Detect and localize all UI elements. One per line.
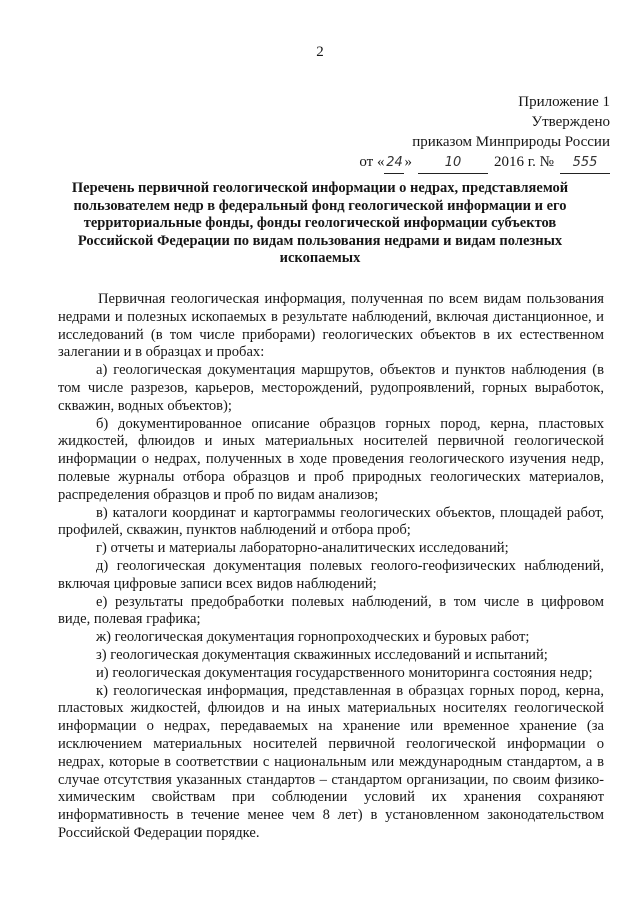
list-item: д) геологическая документация полевых геолого-геофизических наблюдений, включая цифровые записи всех видов наблюдений; xyxy=(58,557,604,592)
order-label: приказом Минприроды России xyxy=(412,134,610,150)
order-day: 24 xyxy=(384,153,404,174)
order-number: 555 xyxy=(560,153,610,174)
list-item: ж) геологическая документация горнопроходческих и буровых работ; xyxy=(96,629,530,646)
order-month: 10 xyxy=(418,153,488,174)
list-item: з) геологическая документация скважинных исследований и испытаний; xyxy=(96,646,548,663)
date-mid: » xyxy=(404,154,412,170)
list-item: е) результаты предобработки полевых наблюдений, в том числе в цифровом виде, полевая графика; xyxy=(58,593,604,628)
approval-block xyxy=(290,92,610,174)
order-year: 2016 г. № xyxy=(493,154,554,170)
page-number: 2 xyxy=(316,44,324,60)
list-item: в) каталоги координат и картограммы геологических объектов, площадей работ, профилей, скважин, пунктов наблюдений и отбора проб; xyxy=(58,504,604,539)
list-item: и) геологическая документация государственного мониторинга состояния недр; xyxy=(96,664,593,681)
appendix-label: Приложение 1 xyxy=(518,94,610,110)
document-title: Перечень первичной геологической информации о недрах, представляемой пользователем недр в федеральный фонд геологической информации и его территориальные фонды, фонды геологической информации субъектов Российской Федерации по видам пользования недрами и видам полезных ископаемых xyxy=(71,180,569,266)
order-date-line xyxy=(290,152,610,174)
document-body xyxy=(58,291,604,843)
list-item: к) геологическая информация, представленная в образцах горных пород, керна, пластовых жидкостей, флюидов и на иных материальных носителях геологической информации о недрах, передаваемых на хранение или временное хранение (за исключением материальных носителей первичной геологической информации о недрах, которые в соответствии с национальным или международным стандартом, а в случае отсутствия указанных стандартов – стандартом организации, по своим физико-химическим свойствам при соблюдении условий их хранения сохраняют информативность в течение менее чем 8 лет) в установленном законодательством Российской Федерации порядке. xyxy=(58,682,604,841)
list-item: г) отчеты и материалы лабораторно-аналитических исследований; xyxy=(96,540,509,557)
approved-label: Утверждено xyxy=(531,114,610,130)
list-item: б) документированное описание образцов горных пород, керна, пластовых жидкостей, флюидов и иных материальных носителей первичной геологической информации о недрах, полученных в ходе проведения геологического изучения недр, полевые журналы отбора образцов и проб природных геологических материалов, распределения образцов и проб по видам анализов; xyxy=(58,415,604,503)
intro-paragraph: Первичная геологическая информация, полученная по всем видам пользования недрами и полезных ископаемых в результате наблюдений, включая дистанционное, и исследований (в том числе приборами) геологических объектов в их естественном залегании и в образцах и пробах: xyxy=(58,291,604,361)
date-prefix: от « xyxy=(359,154,385,170)
list-item: а) геологическая документация маршрутов, объектов и пунктов наблюдения (в том числе разрезов, карьеров, месторождений, рудопроявлений, горных выработок, скважин, водных объектов); xyxy=(58,362,604,414)
